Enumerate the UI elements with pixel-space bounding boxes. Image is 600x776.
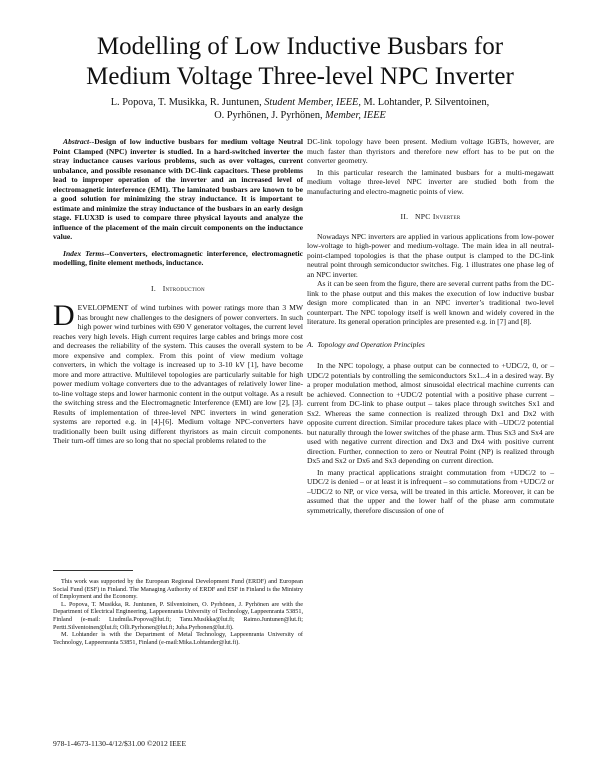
abstract	[53, 137, 303, 242]
paragraph-commutation: In many practical applications straight commutation from +UDC/2 to –UDC/2 is denied – or at least it is infrequent – so commutations from +UDC/2 or –UDC/2 to NP, or vice versa, will be treated in this article. Moreover, it can be assumed that the upper and the lower half of the phase arm commutate symmetrically, therefore discussion of one of	[307, 467, 554, 515]
footnote-affiliation-1: L. Popova, T. Musikka, R. Juntunen, P. Silventoinen, O. Pyrhönen, J. Pyrhönen are with the Department of Electrical Engineering, Lappeenranta University of Technology, Lappeenranta 53851, Finland (e-mail: Liudmila.Popova@lut.fi; Tanu.Musikka@lut.fi; Raimo.Juntunen@lut.fi; Pertti.Silventoinen@lut.fi; Olli.Pyrhonen@lut.fi; Juha.Pyrhonen@lut.fi).	[53, 600, 303, 631]
authors-line1-plain: L. Popova, T. Musikka, R. Juntunen,	[110, 97, 265, 108]
section2-number: II.	[400, 212, 409, 221]
index-terms-text: --Converters, electromagnetic interference, electromagnetic modelling, finite element methods, inductance.	[53, 248, 304, 267]
drop-cap: D	[53, 299, 75, 332]
left-column	[53, 137, 303, 446]
subsection-label: A.	[307, 339, 314, 349]
paragraph-dc-link: DC-link topology have been present. Medium voltage IGBTs, however, are much faster than thyristors and therefore new effort has to be put on the converter geometry.	[307, 137, 554, 165]
section1-title: Introduction	[162, 283, 205, 293]
index-terms	[53, 249, 303, 268]
footnote-funding: This work was supported by the European Regional Development Fund (ERDF) and European Social Fund (ESF) in Finland. The Managing Authority of ERDF and ESF in Finland is the Ministry of Employment and the Economy.	[53, 578, 303, 601]
author-list	[60, 97, 540, 122]
paragraph-topology: In the NPC topology, a phase output can be connected to +UDC/2, 0, or –UDC/2 potentials by controlling the semiconductors Sx1...4 in a desired way. By a proper modulation method, almost sinusoidal electrical machine currents can be achieved. Connection to +UDC/2 potential with a positive phase current – current from DC-link to phase output – takes place through switches Sx1 and Sx2. Whereas the same connection is realized through Dx1 and Dx2 with opposite current direction. Similar procedure takes place with –UDC/2 potential but naturally through the lower switches of the phase arm. Thus Sx3 and Sx4 are used with negative current direction and Dx3 and Dx4 with positive current direction. Further, connection to zero or Neutral Point (NP) is realized through Dx5 and Sx2 or Dx6 and Sx3 depending on current direction.	[307, 361, 554, 465]
paragraph-npc-applications: Nowadays NPC inverters are applied in various applications from low-power low-voltage to high-power and medium-voltage. The main idea in all neutral-point-clamped topologies is that the phase output is clamped to the DC-link neutral point through semiconductor switches. Fig. 1 illustrates one phase leg of an NPC inverter.	[307, 231, 554, 279]
subsection-heading	[307, 340, 554, 350]
paragraph-current-paths: As it can be seen from the figure, there are several current paths from the DC-link to the phase output and this makes the execution of low inductive busbar design more complicated than in an NPC inverter’s traditional two-level counterpart. The NPC topology itself is well known and widely covered in the literature. Its general operation principles are presented e.g. in [7] and [8].	[307, 279, 554, 326]
authors-line1-rest: , M. Lohtander, P. Silventoinen,	[358, 97, 490, 108]
intro-paragraph	[53, 299, 303, 446]
authors-line2-plain: O. Pyrhönen, J. Pyrhönen,	[214, 109, 326, 121]
footnote-rule	[53, 570, 133, 571]
title-line-1: Modelling of Low Inductive Busbars for	[96, 33, 504, 60]
footnotes	[53, 578, 303, 646]
right-column	[307, 137, 554, 515]
authors-line2-italic: Member, IEEE	[325, 109, 386, 121]
authors-line1-italic: Student Member, IEEE	[264, 97, 359, 108]
section-heading-introduction	[53, 284, 303, 294]
footnote-affiliation-2: M. Lohtander is with the Department of Metal Technology, Lappeenranta University of Technology, Lappeenranta 53851, Finland (e-mail:Mika.Lohtander@lut.fi).	[53, 631, 303, 646]
paper-title	[40, 32, 560, 92]
section-heading-npc-inverter	[307, 212, 554, 222]
abstract-text: --Design of low inductive busbars for medium voltage Neutral Point Clamped (NPC) inverter is studied. In a hard-switched inverter the stray inductance causes various problems, such as over voltages, current unbalance, and possible resonance with DC-link capacitors. These problems lead to improper operation of the inverter and an increased level of electromagnetic interference (EMI). The laminated busbars are known to be a good solution for minimizing the stray inductance. It is important to estimate and minimize the stray inductance of the busbars in an early design stage. FLUX3D is used to compare three physical layouts and analyze the influence of the placement of the main circuit components on the inductance value.	[53, 137, 303, 241]
section1-number: I.	[151, 283, 157, 293]
intro-text: EVELOPMENT of wind turbines with power ratings more than 3 MW has brought new challenges to the designers of power converters. In such high power wind turbines with 690 V generator voltages, the current level reaches very high levels. High current requires large cables and brings more cost and decreases the reliability of the system. This causes the overall system to be more expensive and complex. From this point of view medium voltage converters, in which the voltage is increased up to 3-10 kV [1], have become more and more attractive. Multilevel topologies are particularly suitable for high power medium voltage converters due to the advantages of relatively lower line-to-line voltage steps and lower harmonic content in the output voltage. As a result the switching stress and the Electromagnetic Interference (EMI) are low [2], [3]. Results of implementation of three-level NPC inverters in wind generation systems are reported e.g. in [4]-[6]. Medium voltage NPC-converters have traditionally been built using different thyristors as main circuit components. Their turn-off times are so long that no special problems related to the	[53, 303, 303, 445]
paragraph-research: In this particular research the laminated busbars for a multi-megawatt medium voltage three-level NPC inverter are studied both from the manufacturing and electro-magnetic points of view.	[307, 167, 554, 196]
section2-title: NPC Inverter	[414, 212, 461, 221]
abstract-lead: Abstract	[63, 137, 90, 146]
index-terms-lead: Index Terms	[63, 248, 105, 258]
title-line-2: Medium Voltage Three-level NPC Inverter	[86, 63, 514, 90]
subsection-title: Topology and Operation Principles	[317, 339, 425, 349]
isbn-copyright: 978-1-4673-1130-4/12/$31.00 ©2012 IEEE	[53, 739, 187, 748]
